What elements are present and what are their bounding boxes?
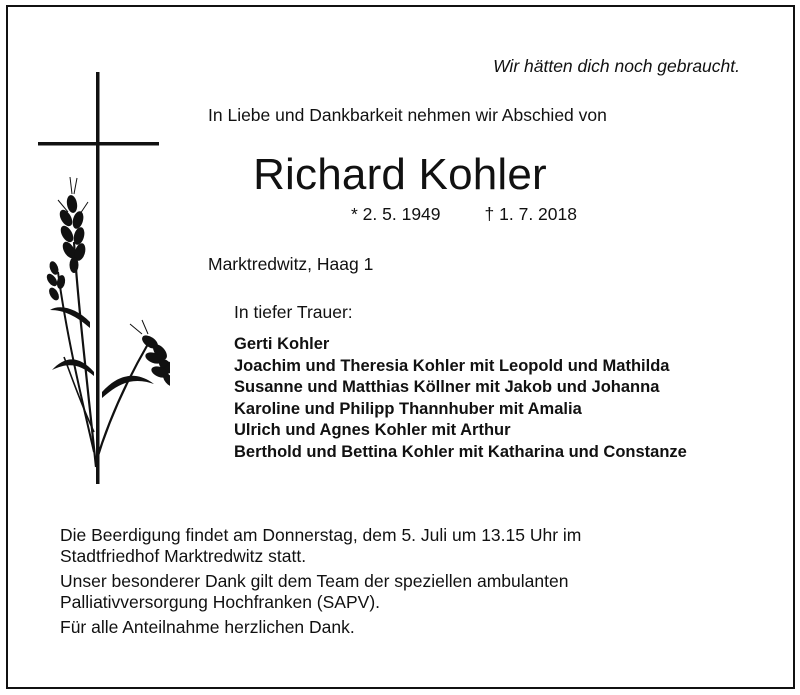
- mourner-item: Berthold und Bettina Kohler mit Katharina und Constanze: [234, 442, 687, 461]
- thanks-paragraph: Unser besonderer Dank gilt dem Team der speziellen ambulanten Palliativversorgung Hochfranken (SAPV).: [60, 571, 569, 612]
- mourner-item: Joachim und Theresia Kohler mit Leopold und Mathilda: [234, 356, 670, 375]
- motto: Wir hätten dich noch gebraucht.: [493, 56, 740, 76]
- mourner-item: Ulrich und Agnes Kohler mit Arthur: [234, 421, 511, 439]
- closing-line: Für alle Anteilnahme herzlichen Dank.: [60, 617, 355, 637]
- death-date: † 1. 7. 2018: [484, 204, 577, 224]
- life-dates: [351, 204, 577, 225]
- mourner-item: Karoline und Philipp Thannhuber mit Amalia: [234, 399, 582, 418]
- mourner-item: Susanne und Matthias Köllner mit Jakob und Johanna: [234, 378, 660, 396]
- birth-date: * 2. 5. 1949: [351, 204, 441, 224]
- funeral-info: [60, 525, 581, 642]
- funeral-paragraph: Die Beerdigung findet am Donnerstag, dem 5. Juli um 13.15 Uhr im Stadtfriedhof Marktredwitz statt.: [60, 525, 582, 566]
- mourning-label: In tiefer Trauer:: [234, 302, 353, 322]
- residence: Marktredwitz, Haag 1: [208, 254, 374, 274]
- intro-line: In Liebe und Dankbarkeit nehmen wir Abschied von: [208, 105, 607, 125]
- deceased-name: Richard Kohler: [253, 150, 547, 199]
- mourner-item: Gerti Kohler: [234, 335, 330, 353]
- mourner-list: [234, 334, 687, 463]
- cross-with-wheat-icon: [30, 72, 170, 487]
